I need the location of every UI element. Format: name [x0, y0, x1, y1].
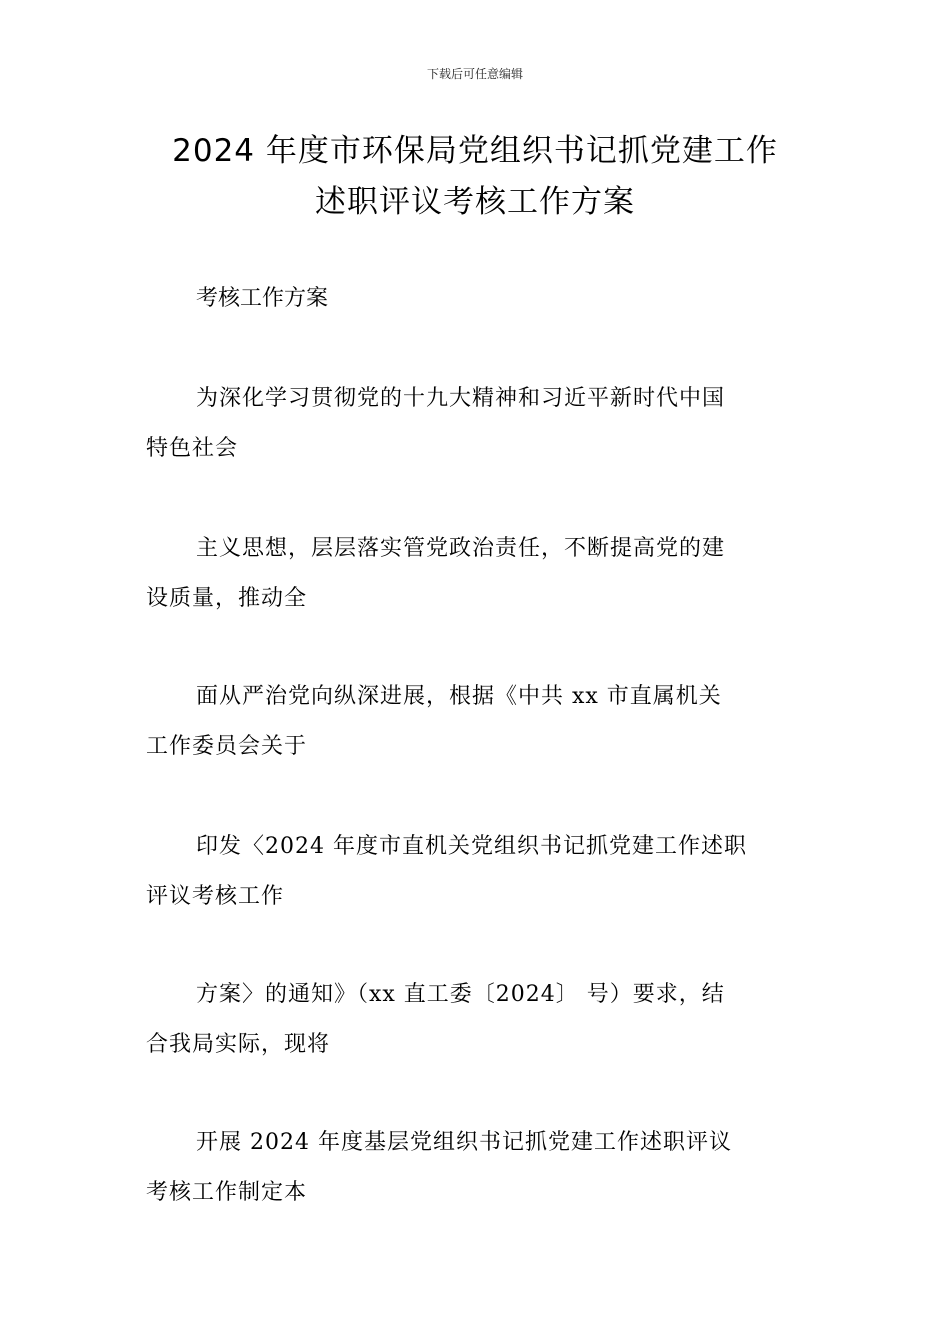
- header-note: 下载后可任意编辑: [426, 67, 523, 81]
- document-title-line-1: 2024 年度市环保局党组织书记抓党建工作: [172, 133, 778, 169]
- paragraph-3-line-1: 面从严治党向纵深进展，根据《中共 xx 市直属机关: [196, 684, 722, 709]
- document-title-line-2: 述职评议考核工作方案: [315, 184, 635, 220]
- paragraph-5-line-1: 方案〉的通知》（xx 直工委〔2024〕 号）要求，结: [196, 982, 725, 1007]
- section-subheading: 考核工作方案: [196, 286, 329, 311]
- paragraph-6-line-2: 考核工作制定本: [146, 1180, 308, 1205]
- paragraph-4-line-2: 评议考核工作: [146, 884, 285, 909]
- paragraph-5: [146, 970, 808, 1070]
- paragraph-3: [146, 672, 808, 772]
- paragraph-4-line-1: 印发〈2024 年度市直机关党组织书记抓党建工作述职: [196, 834, 747, 859]
- paragraph-1-line-1: 为深化学习贯彻党的十九大精神和习近平新时代中国: [196, 386, 726, 411]
- paragraph-6: [146, 1118, 808, 1218]
- paragraph-1-line-2: 特色社会: [146, 436, 239, 461]
- paragraph-4: [146, 822, 808, 922]
- paragraph-2: [146, 524, 808, 624]
- paragraph-2-line-2: 设质量，推动全: [146, 586, 308, 611]
- paragraph-1: [146, 374, 808, 474]
- paragraph-3-line-2: 工作委员会关于: [146, 734, 308, 759]
- paragraph-5-line-2: 合我局实际，现将: [146, 1032, 331, 1057]
- paragraph-6-line-1: 开展 2024 年度基层党组织书记抓党建工作述职评议: [196, 1130, 732, 1155]
- paragraph-2-line-1: 主义思想，层层落实管党政治责任，不断提高党的建: [196, 536, 726, 561]
